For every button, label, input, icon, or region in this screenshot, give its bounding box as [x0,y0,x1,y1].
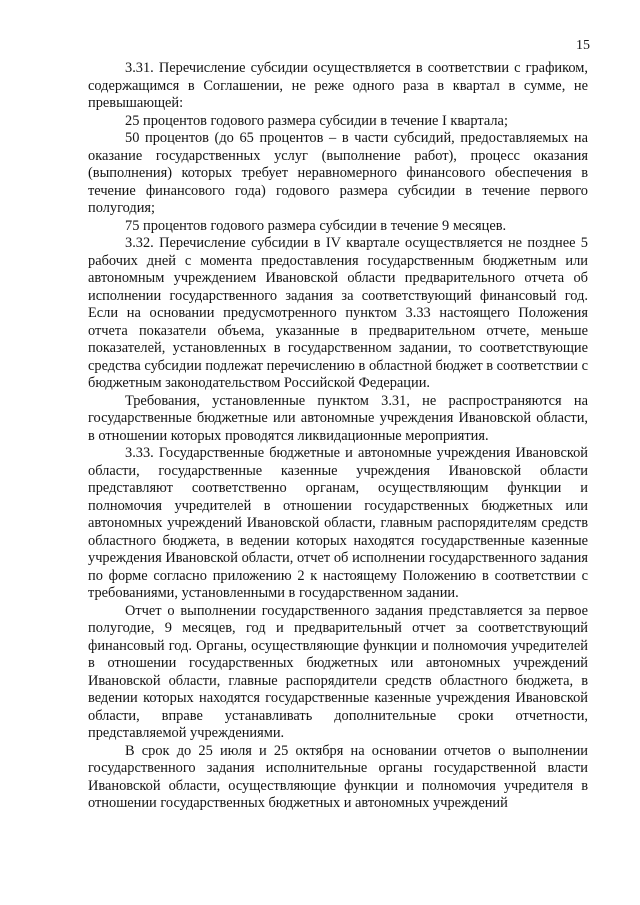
paragraph-3-32: 3.32. Перечисление субсидии в IV квартале осуществляется не позднее 5 рабочих дней с момента предоставления государственным бюджетным или автономным учреждением Ивановской области предварительного отчета об исполнении государственного задания за соответствующий финансовый год. Если на основании предусмотренного пунктом 3.33 настоящего Положения отчета показатели объема, указанные в предварительном отчете, меньше показателей, установленных в государственном задании, то соответствующие средства субсидии подлежат перечислению в областной бюджет в соответствии с бюджетным законодательством Российской Федерации. [88,235,588,391]
paragraph-3-31: 3.31. Перечисление субсидии осуществляется в соответствии с графиком, содержащимся в Соглашении, не реже одного раза в квартал в сумме, не превышающей: [88,60,588,111]
document-body [88,60,588,813]
paragraph-75-percent: 75 процентов годового размера субсидии в течение 9 месяцев. [125,217,507,234]
paragraph-3-33: 3.33. Государственные бюджетные и автономные учреждения Ивановской области, государственные казенные учреждения Ивановской области представляют соответственно органам, осуществляющим функции и полномочия учредителей в отношении государственных бюджетных или автономных учреждений Ивановской области, главным распорядителям средств областного бюджета, в ведении которых находятся государственные казенные учреждения Ивановской области, отчет об исполнении государственного задания по форме согласно приложению 2 к настоящему Положению в соответствии с требованиями, установленными в государственном задании. [88,445,588,601]
paragraph-deadlines: В срок до 25 июля и 25 октября на основании отчетов о выполнении государственного задания исполнительные органы государственной власти Ивановской области, осуществляющие функции и полномочия учредителя в отношении государственных бюджетных и автономных учреждений [88,742,588,811]
page-number: 15 [576,38,590,53]
paragraph-requirements: Требования, установленные пунктом 3.31, не распространяются на государственные бюджетные или автономные учреждения Ивановской области, в отношении которых проводятся ликвидационные мероприятия. [88,392,588,444]
paragraph-50-percent: 50 процентов (до 65 процентов – в части субсидий, предоставляемых на оказание государственных услуг (выполнение работ), процесс оказания (выполнения) которых требует неравномерного финансового обеспечения в течение финансового года) годового размера субсидии в течение первого полугодия; [88,130,588,216]
paragraph-report-periods: Отчет о выполнении государственного задания представляется за первое полугодие, 9 месяцев, год и предварительный отчет за соответствующий финансовый год. Органы, осуществляющие функции и полномочия учредителей в отношении государственных бюджетных или автономных учреждений Ивановской области, главные распорядители средств областного бюджета, в ведении которых находятся государственные казенные учреждения Ивановской области, вправе устанавливать дополнительные сроки отчетности, представляемой учреждениями. [88,602,588,741]
paragraph-25-percent: 25 процентов годового размера субсидии в течение I квартала; [125,112,508,129]
